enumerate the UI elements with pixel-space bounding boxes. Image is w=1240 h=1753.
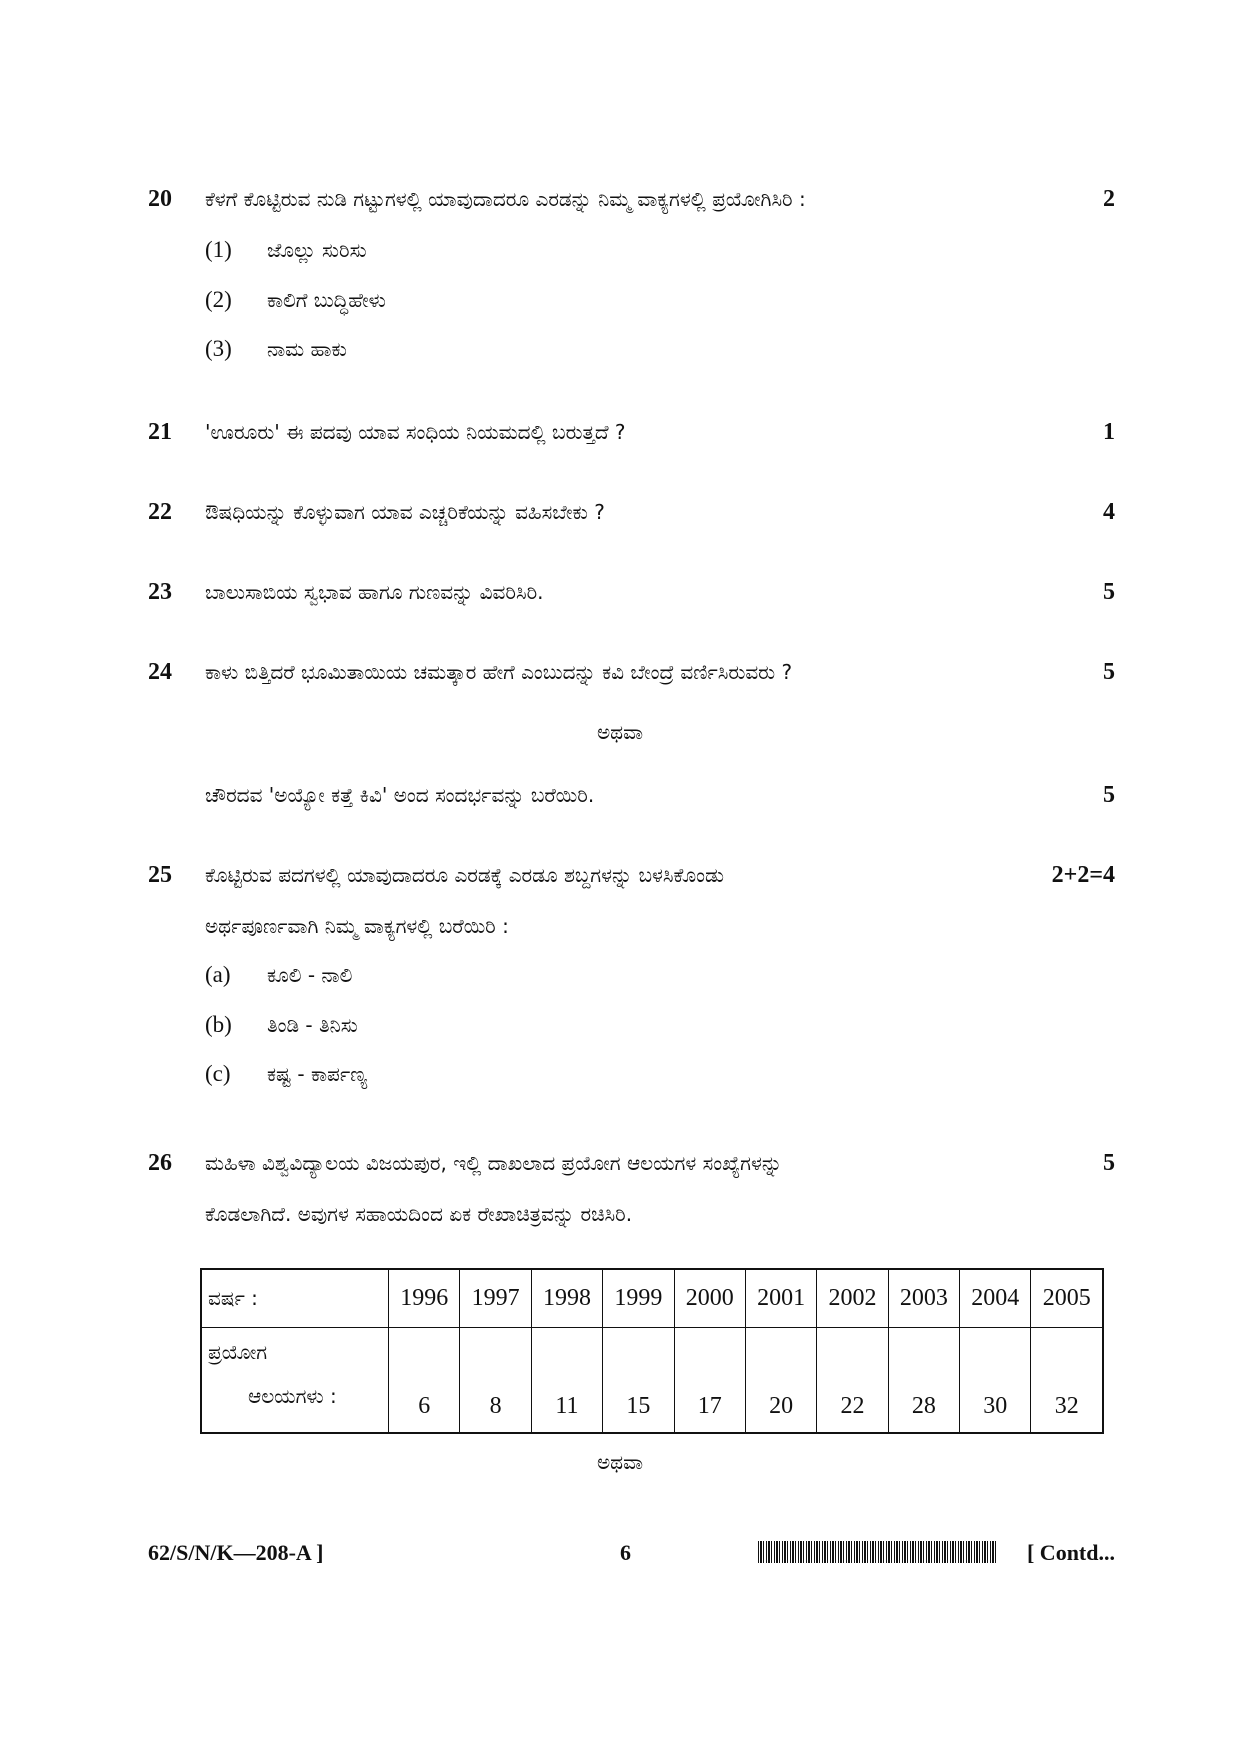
option-label: (b) (205, 1012, 232, 1037)
year-cell: 1999 (603, 1269, 674, 1327)
value-cell: 6 (389, 1327, 460, 1433)
question-text: ಕೊಟ್ಟಿರುವ ಪದಗಳಲ್ಲಿ ಯಾವುದಾದರೂ ಎರಡಕ್ಕೆ ಎರಡೂ ಶಬ್ದಗಳನ್ನು ಬಳಸಿಕೊಂಡು (205, 863, 725, 887)
data-table (200, 1268, 1104, 1434)
option-text: ನಾಮ ಹಾಕು (267, 337, 347, 361)
year-cell: 1998 (531, 1269, 602, 1327)
question-text: ಕೆಳಗೆ ಕೊಟ್ಟಿರುವ ನುಡಿ ಗಟ್ಟುಗಳಲ್ಲಿ ಯಾವುದಾದರೂ ಎರಡನ್ನು ನಿಮ್ಮ ವಾಕ್ಯಗಳಲ್ಲಿ ಪ್ರಯೋಗಿಸಿರಿ : (205, 187, 806, 211)
option-item (205, 336, 347, 362)
question-number: 26 (148, 1150, 172, 1176)
question-text: ಮಹಿಳಾ ವಿಶ್ವವಿದ್ಯಾಲಯ ವಿಜಯಪುರ, ಇಲ್ಲಿ ದಾಖಲಾದ ಪ್ರಯೋಗ ಆಲಯಗಳ ಸಂಖ್ಯೆಗಳನ್ನು (205, 1151, 783, 1175)
value-cell: 8 (460, 1327, 531, 1433)
year-cell: 1996 (389, 1269, 460, 1327)
question-marks: 5 (1103, 1150, 1115, 1176)
labs-header-line1: ಪ್ರಯೋಗ (208, 1339, 268, 1364)
value-cell: 32 (1031, 1327, 1103, 1433)
year-cell: 1997 (460, 1269, 531, 1327)
year-row (201, 1269, 1103, 1327)
question-marks: 5 (1103, 579, 1115, 605)
value-cell: 11 (531, 1327, 602, 1433)
question-text: ಕಾಳು ಬಿತ್ತಿದರೆ ಭೂಮಿತಾಯಿಯ ಚಮತ್ಕಾರ ಹೇಗೆ ಎಂಬುದನ್ನು ಕವಿ ಬೇಂದ್ರೆ ವರ್ಣಿಸಿರುವರು ? (205, 660, 793, 684)
option-item (205, 962, 352, 988)
option-item (205, 1012, 358, 1038)
value-cell: 20 (745, 1327, 816, 1433)
question-marks: 1 (1103, 419, 1115, 445)
year-cell: 2000 (674, 1269, 745, 1327)
year-cell: 2004 (960, 1269, 1031, 1327)
value-cell: 22 (817, 1327, 888, 1433)
labs-row (201, 1327, 1103, 1433)
year-cell: 2002 (817, 1269, 888, 1327)
option-text: ಕಷ್ಟ - ಕಾರ್ಪಣ್ಯ (267, 1062, 368, 1086)
question-text: ಔಷಧಿಯನ್ನು ಕೊಳ್ಳುವಾಗ ಯಾವ ಎಚ್ಚರಿಕೆಯನ್ನು ವಹಿಸಬೇಕು ? (205, 500, 605, 524)
paper-code: 62/S/N/K—208-A ] (148, 1540, 324, 1565)
question-number: 21 (148, 419, 172, 445)
barcode-image (758, 1541, 998, 1563)
question-marks: 2 (1103, 186, 1115, 212)
option-text: ಕಾಲಿಗೆ ಬುದ್ಧಿಹೇಳು (267, 288, 386, 312)
or-separator: ಅಥವಾ (597, 720, 643, 744)
option-text: ತಿಂಡಿ - ತಿನಿಸು (267, 1013, 358, 1037)
value-cell: 17 (674, 1327, 745, 1433)
question-number: 23 (148, 579, 172, 605)
value-cell: 28 (888, 1327, 959, 1433)
page-number: 6 (620, 1540, 631, 1565)
question-text: 'ಊರೂರು' ಈ ಪದವು ಯಾವ ಸಂಧಿಯ ನಿಯಮದಲ್ಲಿ ಬರುತ್ತದೆ ? (205, 420, 626, 444)
option-text: ಜೊಲ್ಲು ಸುರಿಸು (267, 238, 367, 262)
question-number: 22 (148, 499, 172, 525)
year-header: ವರ್ಷ : (201, 1269, 389, 1327)
value-cell: 30 (960, 1327, 1031, 1433)
question-number: 20 (148, 186, 172, 212)
year-cell: 2003 (888, 1269, 959, 1327)
question-number: 24 (148, 659, 172, 685)
question-marks: 2+2=4 (1051, 862, 1115, 888)
option-item (205, 287, 386, 313)
option-label: (3) (205, 336, 232, 361)
option-item (205, 1061, 367, 1087)
question-marks: 4 (1103, 499, 1115, 525)
question-text: ಚೌರದವ 'ಅಯ್ಯೋ ಕತ್ತೆ ಕಿವಿ' ಅಂದ ಸಂದರ್ಭವನ್ನು ಬರೆಯಿರಿ. (205, 783, 595, 807)
option-label: (2) (205, 287, 232, 312)
question-text-continued: ಕೊಡಲಾಗಿದೆ. ಅವುಗಳ ಸಹಾಯದಿಂದ ಏಕ ರೇಖಾಚಿತ್ರವನ್ನು ರಚಿಸಿರಿ. (205, 1202, 633, 1226)
question-number: 25 (148, 862, 172, 888)
year-cell: 2005 (1031, 1269, 1103, 1327)
option-label: (a) (205, 962, 231, 987)
question-text-continued: ಅರ್ಥಪೂರ್ಣವಾಗಿ ನಿಮ್ಮ ವಾಕ್ಯಗಳಲ್ಲಿ ಬರೆಯಿರಿ : (205, 914, 509, 938)
question-marks: 5 (1103, 659, 1115, 685)
option-item (205, 237, 367, 263)
value-cell: 15 (603, 1327, 674, 1433)
option-text: ಕೂಲಿ - ನಾಲಿ (267, 963, 353, 987)
option-label: (c) (205, 1061, 231, 1086)
or-separator: ಅಥವಾ (597, 1450, 643, 1474)
contd-label: [ Contd... (1026, 1540, 1115, 1565)
option-label: (1) (205, 237, 232, 262)
year-cell: 2001 (745, 1269, 816, 1327)
question-text: ಬಾಲುಸಾಬಿಯ ಸ್ವಭಾವ ಹಾಗೂ ಗುಣವನ್ನು ವಿವರಿಸಿರಿ. (205, 580, 544, 604)
labs-header-line2: ಆಲಯಗಳು : (248, 1383, 337, 1408)
labs-header (201, 1327, 389, 1433)
question-marks: 5 (1103, 782, 1115, 808)
